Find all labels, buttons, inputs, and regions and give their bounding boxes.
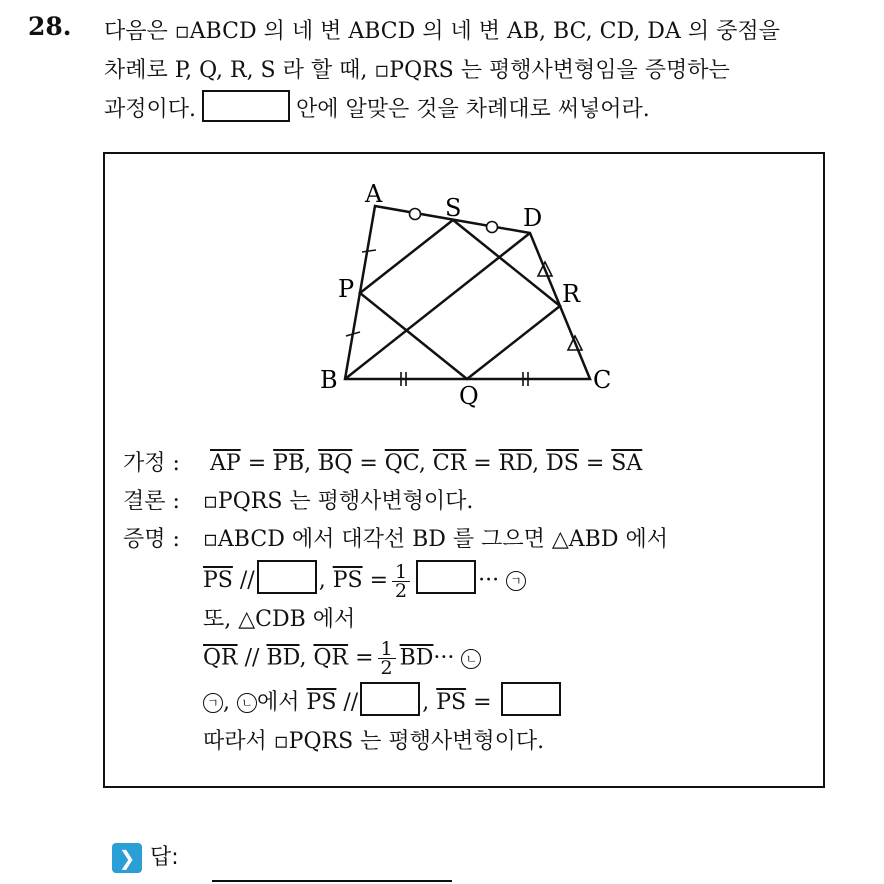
label-q: Q (459, 382, 479, 410)
circle-mark-sd (487, 222, 498, 233)
question-text (104, 12, 864, 129)
segment-qr: $\overline{QR}$ (203, 645, 238, 671)
question-line-1: 다음은 ▫ABCD 의 네 변 ABCD 의 네 변 AB, BC, CD, DA 의 중점을 (104, 19, 780, 44)
segment-ps: $\overline{PS}$ (203, 568, 233, 593)
question-number: 28. (28, 12, 72, 41)
proof-label: 증명 : (123, 527, 180, 552)
comma: , (532, 451, 540, 476)
proof-panel (103, 152, 825, 788)
blank-box-icon (202, 90, 290, 122)
segment-ap: $\overline{AP}$ (210, 451, 241, 476)
answer-box-4[interactable] (501, 682, 561, 716)
proof-row-5: ㄱ , ㄴ 에서 $\overline{PS}$ // , $\overline{PS}$ = (203, 682, 563, 716)
segment-qc: $\overline{QC}$ (384, 451, 419, 476)
diagonal-bd (345, 233, 530, 379)
segment-rd: $\overline{RD}$ (498, 451, 533, 476)
parallel-sign: // (239, 568, 255, 593)
fraction-denominator: 2 (380, 657, 393, 679)
fraction-numerator: 1 (392, 563, 410, 582)
equals: = (473, 690, 492, 715)
question-line-2: 차례로 P, Q, R, S 라 할 때, ▫PQRS 는 평행사변형임을 증명하는 (104, 58, 730, 83)
conclusion-label: 결론 : (123, 489, 180, 514)
fraction-denominator: 2 (395, 579, 408, 602)
fraction-half (392, 560, 410, 602)
parallel-sign: // (244, 645, 260, 671)
circled-giyeok-icon: ㄱ (203, 693, 223, 713)
parallelogram-pqrs (360, 220, 560, 379)
question-line-3-head: 과정이다. (104, 97, 197, 122)
fraction-half (378, 640, 396, 677)
answer-box-2[interactable] (416, 560, 476, 594)
answer-box-3[interactable] (360, 682, 420, 716)
equals: = (247, 451, 267, 476)
segment-bd: $\overline{BD}$ (266, 645, 300, 671)
proof-row-6 (203, 724, 544, 755)
answer-box-1[interactable] (257, 560, 317, 594)
equals: = (369, 568, 389, 593)
proof-line-5-text: 에서 (257, 690, 300, 715)
proof-line-6: 따라서 ▫PQRS 는 평행사변형이다. (203, 729, 545, 754)
segment-ps: $\overline{PS}$ (306, 690, 337, 715)
answer-input-line[interactable] (212, 880, 452, 882)
segment-ds: $\overline{DS}$ (546, 451, 579, 476)
proof-line-3: 또, △CDB 에서 (203, 607, 356, 632)
segment-bd: $\overline{BD}$ (399, 645, 434, 671)
fraction-numerator: 1 (378, 640, 396, 659)
segment-sa: $\overline{SA}$ (611, 451, 643, 476)
equals: = (473, 451, 492, 476)
label-r: R (562, 280, 581, 308)
label-a: A (365, 180, 383, 208)
comma: , (304, 451, 312, 476)
label-s: S (445, 194, 462, 222)
label-b: B (320, 366, 338, 394)
circled-nieun-icon: ㄴ (461, 649, 481, 669)
assumption-row (123, 446, 642, 477)
segment-cr: $\overline{CR}$ (432, 451, 467, 476)
assumption-label: 가정 : (123, 451, 180, 476)
segment-bq: $\overline{BQ}$ (318, 451, 353, 476)
question-line-3 (104, 90, 864, 129)
label-p: P (338, 275, 355, 303)
equals: = (355, 645, 374, 671)
quadrilateral-figure (320, 176, 630, 426)
ellipsis: ··· (433, 645, 455, 671)
question-line-3-tail: 안에 알맞은 것을 차례대로 써넣어라. (296, 97, 650, 122)
answer-area (112, 840, 179, 873)
proof-row-3 (203, 602, 355, 633)
proof-row-1 (123, 522, 668, 553)
conclusion-text: ▫PQRS 는 평행사변형이다. (203, 489, 474, 514)
arrow-right-icon: ❯ (112, 843, 142, 873)
equals: = (585, 451, 605, 476)
comma: , (418, 451, 426, 476)
equals: = (359, 451, 378, 476)
segment-pb: $\overline{PB}$ (273, 451, 305, 476)
circle-mark-as (410, 209, 421, 220)
tick-ap (362, 250, 376, 252)
proof-line-1: ▫ABCD 에서 대각선 BD 를 그으면 △ABD 에서 (203, 527, 668, 552)
circled-nieun-icon: ㄴ (237, 693, 257, 713)
label-c: C (593, 366, 612, 394)
proof-row-4: $\overline{QR} // \overline{BD}$, $\overline{QR}$ = $\frac{1}{2}$ $\overline{BD}\cdot\cdot\cdot$ ㄴ (203, 640, 481, 677)
conclusion-row (123, 484, 473, 515)
circled-giyeok-icon: ㄱ (506, 571, 526, 591)
parallel-sign: // (343, 690, 359, 715)
segment-ps: $\overline{PS}$ (436, 690, 467, 715)
answer-label: 답: (150, 845, 179, 870)
segment-ps: $\overline{PS}$ (332, 568, 363, 593)
label-d: D (523, 204, 543, 232)
ellipsis: ··· (478, 568, 500, 593)
segment-qr: $\overline{QR}$ (313, 645, 349, 671)
proof-row-2: $\overline{PS}$ // , $\overline{PS}$ = $\frac{1}{2}$ ··· ㄱ (203, 560, 526, 600)
